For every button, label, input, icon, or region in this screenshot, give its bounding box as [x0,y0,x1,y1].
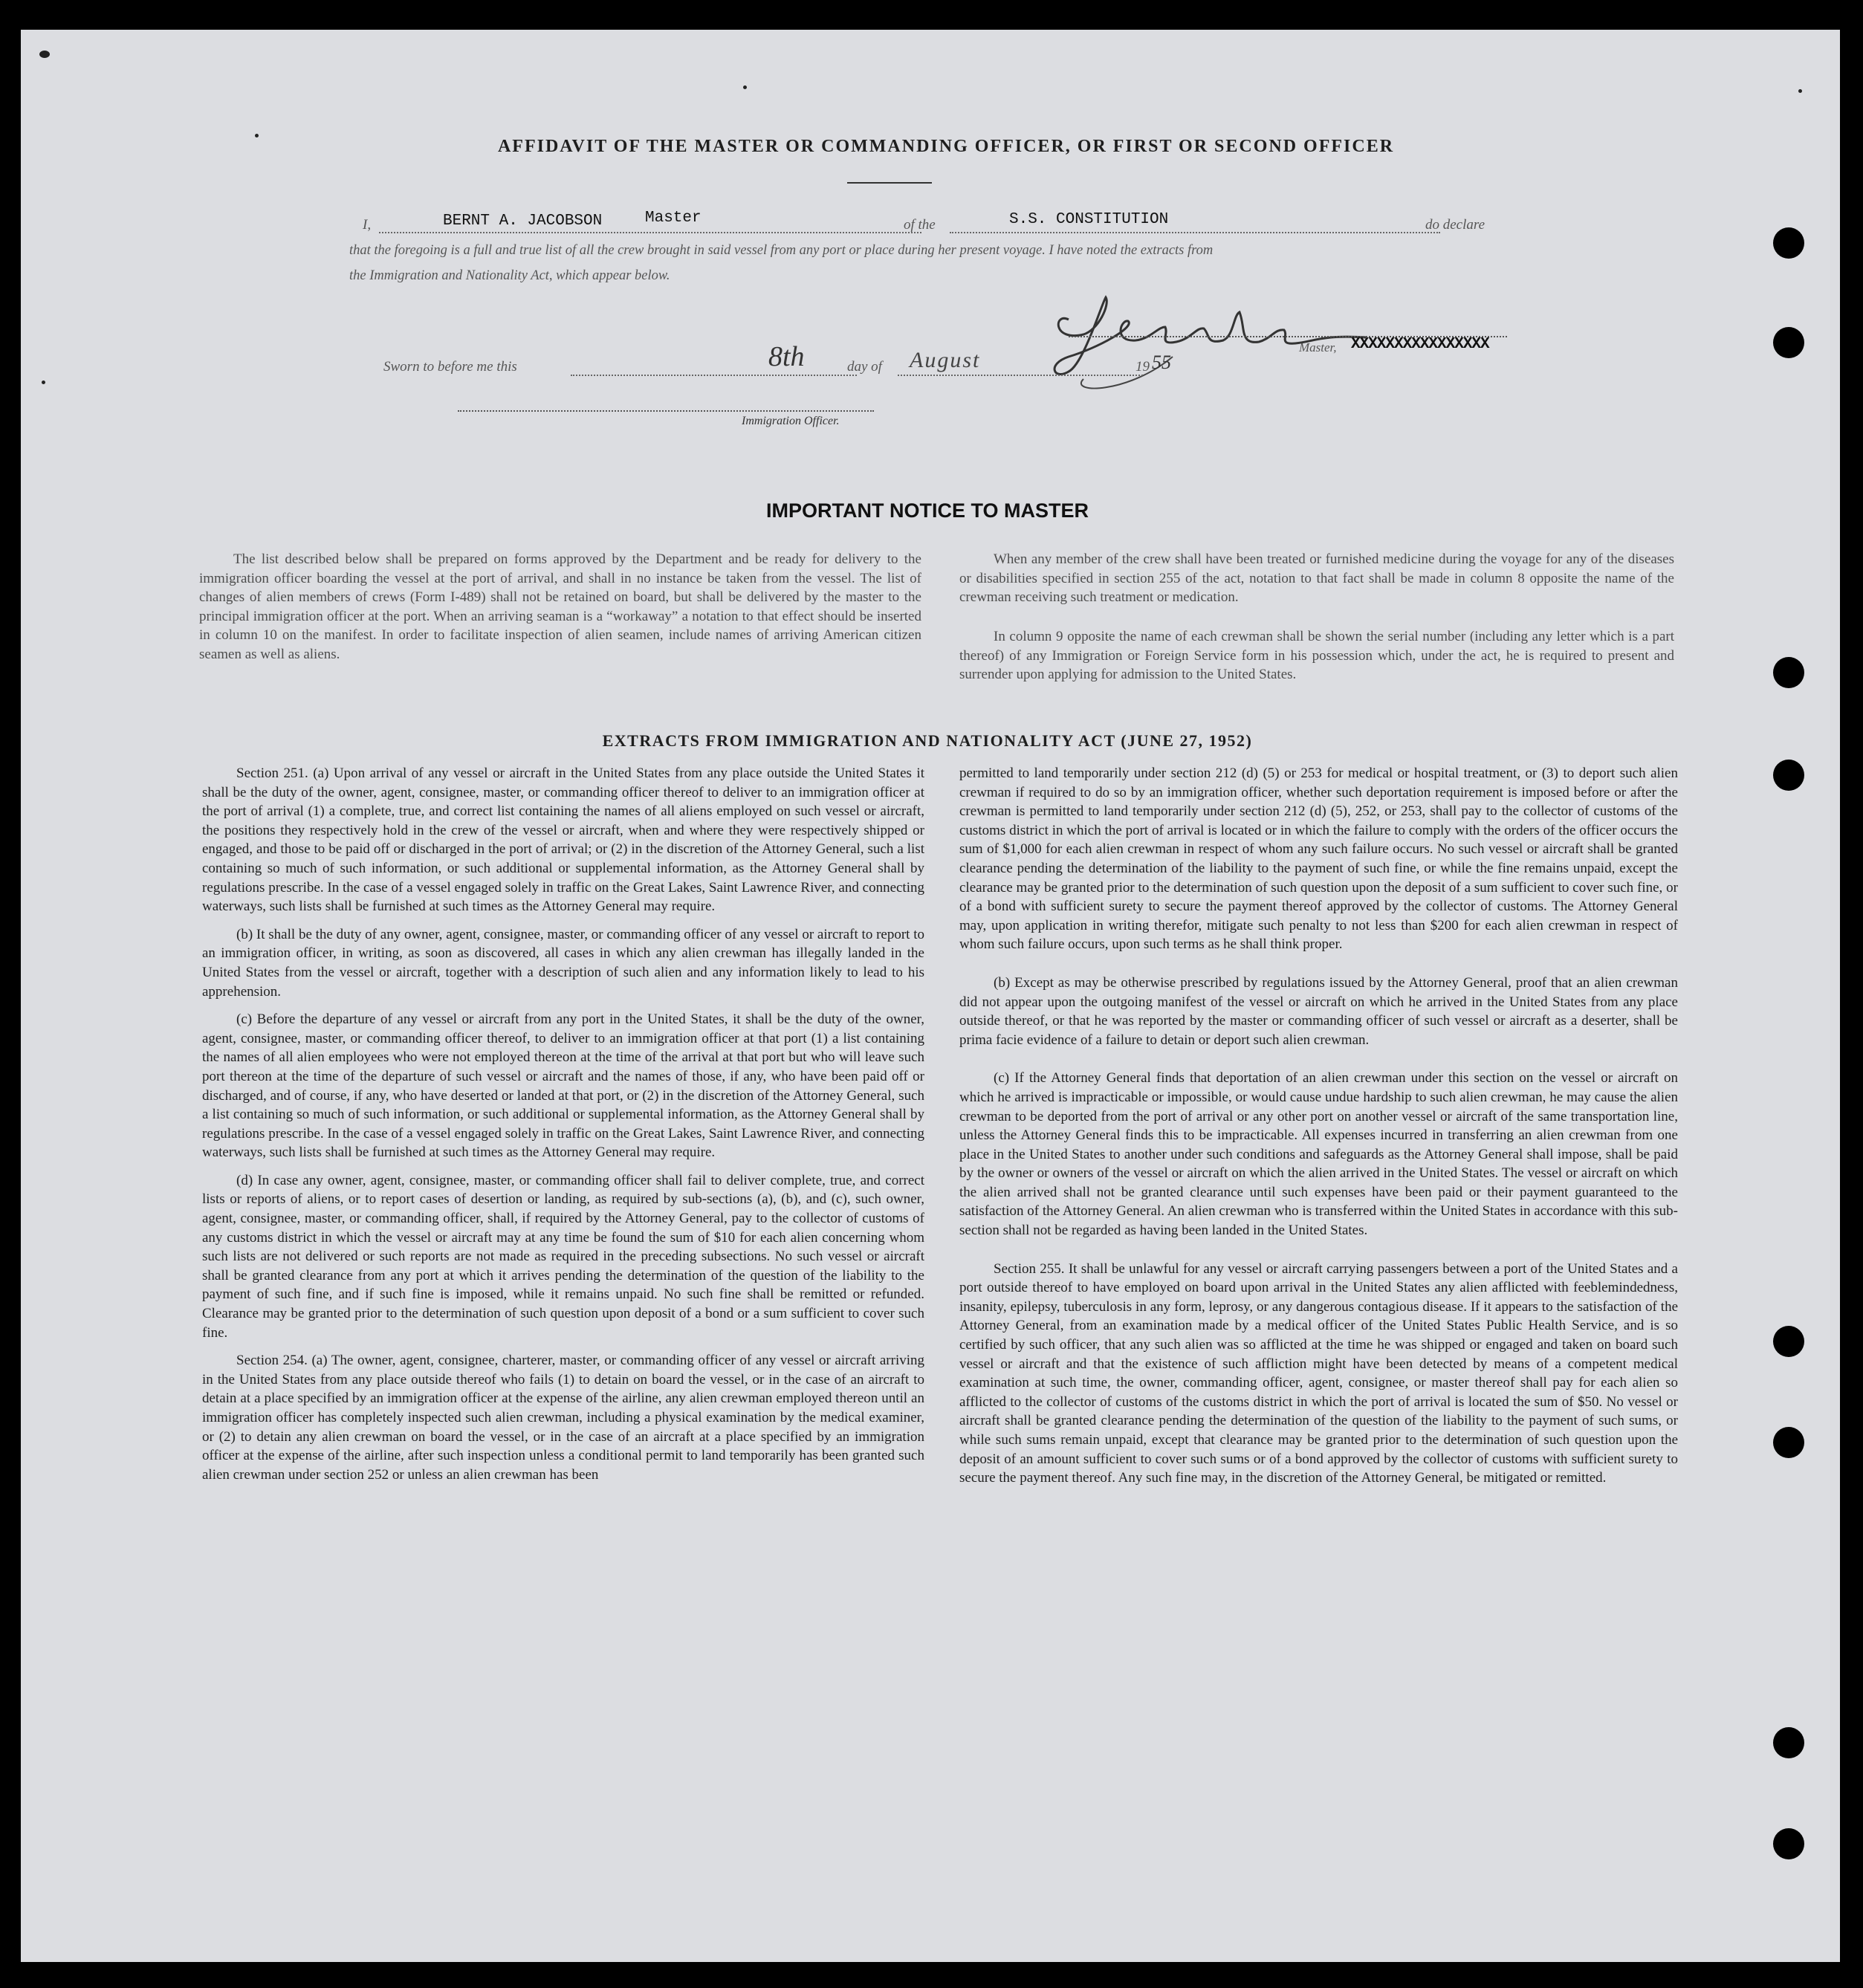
of-the-label: of the [904,217,936,233]
binder-hole [1773,1326,1804,1357]
immigration-officer-line [458,410,874,412]
extract-paragraph: (d) In case any owner, agent, consignee, master, or commanding officer shall fail to deliver complete, true, and correct lists or reports of aliens, or to report cases of desertion or landing, as required by sub-sections (a), (b), and (c), such owner, agent, consignee, master, or commanding officer, shall, if required by the Attorney General, pay to the collector of customs of any customs district in which the vessel or aircraft may at any time be found the sum of $10 for each alien concerning whom such lists are not delivered or such reports are not made as required in the preceding subsections. No such vessel or aircraft shall be granted clearance from any port at which it arrives pending the determination of the question of the liability to the payment of such fine, and if such fine is imposed, while it remains unpaid. No such fine shall be remitted or refunded. Clearance may be granted prior to the determination of such question upon deposit of a bond or a sum sufficient to cover such fine. [202,1172,924,1341]
binder-hole [1773,1727,1804,1758]
line1-prefix: I, [363,217,372,233]
form-page [21,30,1840,1962]
sworn-day-field: 8th [768,341,805,372]
paper-speck [39,51,50,58]
affidavit-line3: the Immigration and Nationality Act, which appear below. [349,268,670,283]
sworn-month-line [898,375,1143,376]
notice-title: IMPORTANT NOTICE TO MASTER [766,499,1089,522]
extract-paragraph: permitted to land temporarily under section 212 (d) (5) or 253 for medical or hospital treatment, or (3) to deport such alien crewman if required to do so by an immigration officer, whether such deportation requirement is imposed before or after the crewman is permitted to land temporarily under section 212 (d) (5), 252, or 253, shall pay to the collector of customs of the customs district in which the port of arrival is located or in which the failure to comply with the orders of the officer occurs the sum of $1,000 for each alien crewman in respect of whom any such failure occurs. No such vessel or aircraft shall be granted clearance pending the determination of the liability to the payment of such fine, or while the fine remains unpaid, except the clearance may be granted prior to the determination of such question upon the deposit of a sum sufficient to cover such fine, or of a bond with sufficient surety to secure the payment thereof approved by the collector of customs. The Attorney General may, upon application in writing therefor, mitigate such penalty to not less than $200 for each alien crewman in respect of whom such failure occurs, upon such terms as he shall think proper. [959,765,1678,953]
title-rule [847,182,932,184]
extracts-left-column [202,764,924,1493]
paper-speck [255,134,259,137]
binder-hole [1773,1828,1804,1859]
binder-hole [1773,1427,1804,1458]
day-of-label: day of [847,359,882,375]
master-name-field: BERNT A. JACOBSON [443,213,603,230]
sworn-month-field: August [910,348,981,372]
notice-right-text-2: In column 9 opposite the name of each crewman shall be shown the serial number (including any letter which is a part thereof) of any Immigration or Foreign Service form in his possession which, under the act, he is required to present and surrender upon applying for admission to the United States. [959,629,1674,683]
vessel-name-field: S.S. CONSTITUTION [1009,211,1169,228]
binder-hole [1773,760,1804,791]
notice-left-text: The list described below shall be prepared on forms approved by the Department and be ready for delivery to the immigration officer boarding the vessel at the port of arrival, and shall in no instance be taken from the vessel. The list of changes of alien members of crews (Form I-489) shall not be retained on board, but shall be delivered by the master to the principal immigration officer at the port. When an arriving seaman is a “workaway” a notation to that effect should be inserted in column 10 on the manifest. In order to facilitate inspection of alien seamen, include names of arriving American citizen seamen as well as aliens. [199,551,921,662]
extract-paragraph: Section 255. It shall be unlawful for any vessel or aircraft carrying passengers between a port of the United States and a port outside thereof to have employed on board upon arrival in the United States any alien afflicted with feeblemindedness, insanity, epilepsy, tuberculosis in any form, leprosy, or any dangerous contagious disease. If it appears to the satisfaction of the Attorney General, from an examination made by a medical officer of the United States Public Health Service, and is so certified by such officer, that any such alien was so afflicted at the time he was shipped or engaged and taken on board such vessel or aircraft and that the existence of such affliction might have been detected by means of a competent medical examination at such time, the owner, commanding officer, agent, consignee, or master thereof shall pay for each alien so afflicted to the collector of customs of the customs district in which the port of arrival is located the sum of $50. No vessel or aircraft shall be granted clearance pending the determination of the question of the liability to the payment of such sums, or while such sums remain unpaid, except that clearance may be granted prior to the determination of such question upon the deposit of an amount sufficient to cover such sums or of a bond approved by the collector of customs with sufficient surety to secure the payment thereof. Any such fine may, in the discretion of the Attorney General, be mitigated or remitted. [959,1260,1678,1486]
extract-paragraph: Section 254. (a) The owner, agent, consignee, charterer, master, or commanding officer of any vessel or aircraft arriving in the United States from any place outside thereof who fails (1) to detain on board the vessel, or in the case of an aircraft to detain at a place specified by an immigration officer at the expense of the airline, any alien crewman employed thereon until an immigration officer has completely inspected such alien crewman, including a physical examination by the medical examiner, or (2) to detain any alien crewman on board the vessel, or in the case of an aircraft at a place specified by an immigration officer at the expense of the airline, after such inspection unless a conditional permit to land temporarily has been granted such alien crewman under section 252 or unless an alien crewman has been [202,1353,924,1483]
paper-speck [42,381,45,384]
paper-speck [743,85,747,89]
do-declare-label: do declare [1425,217,1485,233]
affidavit-line2: that the foregoing is a full and true list of all the crew brought in said vessel from any port or place during her present voyage. I have noted the extracts from [349,243,1214,258]
binder-hole [1773,327,1804,358]
binder-hole [1773,227,1804,259]
immigration-officer-label: Immigration Officer. [742,415,840,427]
master-strike: XXXXXXXXXXXXXXXX [1351,336,1489,353]
year-suffix-field: 55 [1152,352,1171,373]
binder-hole [1773,657,1804,688]
affidavit-title: AFFIDAVIT OF THE MASTER OR COMMANDING OFFICER, OR FIRST OR SECOND OFFICER [497,137,1395,156]
name-line [379,232,921,233]
extract-paragraph: (c) Before the departure of any vessel or aircraft from any port in the United States, it shall be the duty of the owner, agent, consignee, master, or commanding officer thereof, to deliver to an immigration officer at that port (1) a list containing the names of all alien employees who were not employed thereon at the time of the arrival at that port but who will leave such port thereon at the time of the departure of such vessel or aircraft and the names of those, if any, who have been paid off or discharged, and of course, if any, who have deserted or landed at that port, or (2) in the discretion of the Attorney General, such a list containing so much of such information, or such additional or supplemental information, as the Attorney General shall by regulations prescribe. In the case of a vessel engaged solely in traffic on the Great Lakes, Saint Lawrence River, and connecting waterways, such lists shall be furnished at such times as the Attorney General may require. [202,1011,924,1161]
master-label: Master, [1299,340,1337,354]
sworn-prefix: Sworn to before me this [383,359,517,375]
extract-paragraph: Section 251. (a) Upon arrival of any vessel or aircraft in the United States from any place outside the United States it shall be the duty of the owner, agent, consignee, master, or commanding officer thereof to deliver to an immigration officer at the port of arrival (1) a complete, true, and correct list containing the names of all aliens employed on such vessel or aircraft, the positions they respectively hold in the crew of the vessel or aircraft, when and where they were respectively shipped or engaged, and those to be paid off or discharged in the port of arrival; or (2) in the discretion of the Attorney General, such a list containing so much of such information, or such additional or supplemental information, as the Attorney General shall by regulations prescribe. In the case of a vessel engaged solely in traffic on the Great Lakes, Saint Lawrence River, and connecting waterways, such lists shall be furnished at such times as the Attorney General may require. [202,765,924,915]
extracts-right-column [959,764,1678,1497]
vessel-line [950,232,1440,233]
extract-paragraph: (b) It shall be the duty of any owner, agent, consignee, master, or commanding officer of any vessel or aircraft to report to an immigration officer, in writing, as soon as discovered, all cases in which any alien crewman has illegally landed in the United States from the vessel or aircraft, together with a description of such alien and any information likely to lead to his apprehension. [202,926,924,1000]
paper-speck [1798,89,1802,93]
extract-paragraph: (b) Except as may be otherwise prescribed by regulations issued by the Attorney General, proof that an alien crewman did not appear upon the outgoing manifest of the vessel or aircraft on which he arrived in the United States from any place outside thereof, or that he was reported by the master or commanding officer of such vessel or aircraft as a deserter, shall be prima facie evidence of a failure to detain or deport such alien crewman. [959,974,1678,1048]
extract-paragraph: (c) If the Attorney General finds that deportation of an alien crewman under this section on the vessel or aircraft on which he arrived is impracticable or impossible, or would cause undue hardship to such alien crewman, he may cause the alien crewman to be deported from the port of arrival or any other port on another vessel or aircraft of the same transportation line, unless the Attorney General finds this to be impracticable. All expenses incurred in transferring an alien crewman from one place in the United States to another under such conditions and safeguards as the Attorney General shall impose, shall be paid by the owner or owners of the vessel or aircraft on which the alien arrived in the United States. The vessel or aircraft on which the alien arrived shall not be granted clearance until such expenses have been paid or their payment guaranteed to the satisfaction of the Attorney General. An alien crewman who is transferred within the United States in accordance with this sub-section shall not be regarded as having been landed in the United States. [959,1070,1678,1239]
year-prefix: 19 [1135,359,1150,375]
rank-field: Master [645,210,702,227]
sworn-day-line [571,375,857,376]
extracts-title: EXTRACTS FROM IMMIGRATION AND NATIONALITY ACT (JUNE 27, 1952) [602,731,1253,750]
notice-right-text-1: When any member of the crew shall have been treated or furnished medicine during the voyage for any of the diseases or disabilities specified in section 255 of the act, notation to that fact shall be made in column 8 opposite the name of the crewman receiving such treatment or medication. [959,551,1674,606]
